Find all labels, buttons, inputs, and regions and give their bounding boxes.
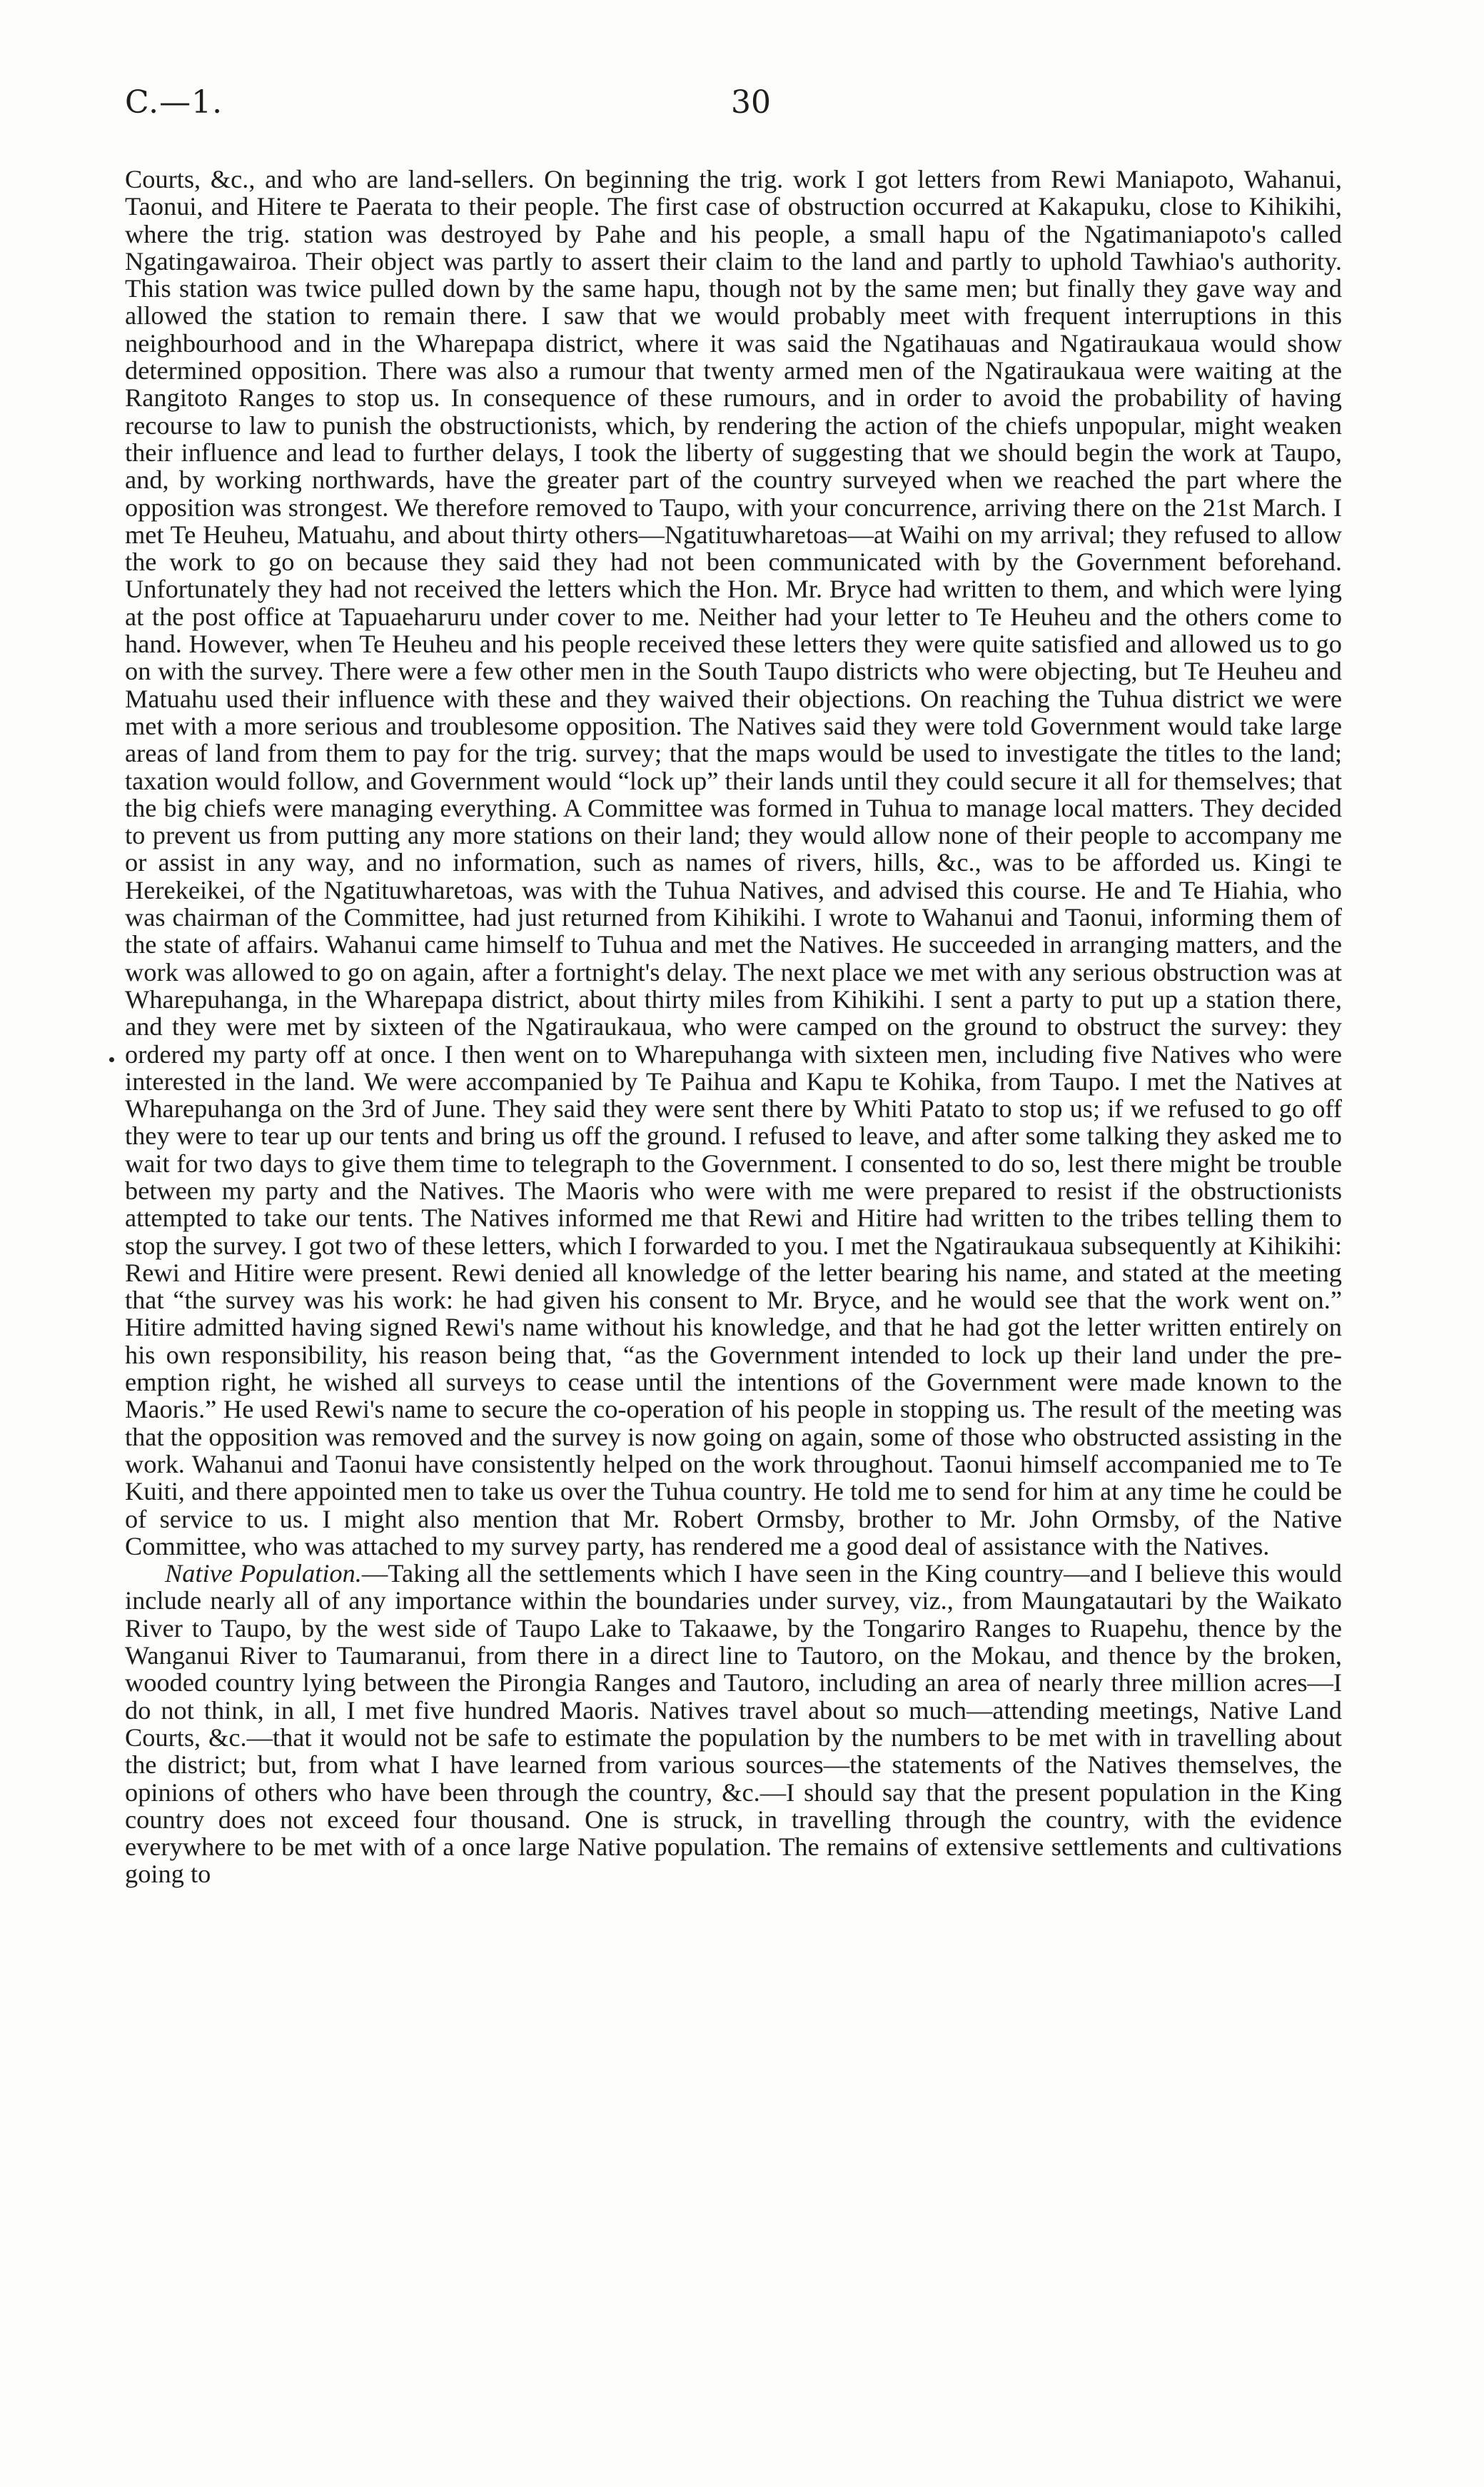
survey-obstruction-paragraph: Courts, &c., and who are land-sellers. On beginning the trig. work I got letters from Rewi Maniapoto, Wahanui, Taonui, and Hitere te Paerata to their people. The first case of obstruction occurred at Kakapuku, close to Kihikihi, where the trig. station was destroyed by Pahe and his people, a small hapu of the Ngatimaniapoto's called Ngatingawairoa. Their object was partly to assert their claim to the land and partly to uphold Tawhiao's authority. This station was twice pulled down by the same hapu, though not by the same men; but finally they gave way and allowed the station to remain there. I saw that we would probably meet with frequent interruptions in this neighbourhood and in the Wharepapa district, where it was said the Ngatihauas and Ngatiraukaua would show determined opposition. There was also a rumour that twenty armed men of the Ngatiraukaua were waiting at the Rangitoto Ranges to stop us. In consequence of these rumours, and in order to avoid the probability of having recourse to law to punish the obstructionists, which, by rendering the action of the chiefs unpopular, might weaken their influence and lead to further delays, I took the liberty of suggesting that we should begin the work at Taupo, and, by working northwards, have the greater part of the country surveyed when we reached the part where the opposition was strongest. We therefore removed to Taupo, with your concurrence, arriving there on the 21st March. I met Te Heuheu, Matuahu, and about thirty others—Ngatituwharetoas—at Waihi on my arrival; they refused to allow the work to go on because they said they had not been communicated with by the Government beforehand. Unfortunately they had not received the letters which the Hon. Mr. Bryce had written to them, and which were lying at the post office at Tapuaeharuru under cover to me. Neither had your letter to Te Heuheu and the others come to hand. However, when Te Heuheu and his people received these letters they were quite satisfied and allowed us to go on with the survey. There were a few other men in the South Taupo districts who were objecting, but Te Heuheu and Matuahu used their influence with these and they waived their objections. On reaching the Tuhua district we were met with a more serious and troublesome opposition. The Natives said they were told Government would take large areas of land from them to pay for the trig. survey; that the maps would be used to investigate the titles to the land; taxation would follow, and Government would “lock up” their lands until they could secure it all for themselves; that the big chiefs were managing everything. A Committee was formed in Tuhua to manage local matters. They decided to prevent us from putting any more stations on their land; they would allow none of their people to accompany me or assist in any way, and no information, such as names of rivers, hills, &c., was to be afforded us. Kingi te Herekeikei, of the Ngatituwharetoas, was with the Tuhua Natives, and advised this course. He and Te Hiahia, who was chairman of the Committee, had just returned from Kihikihi. I wrote to Wahanui and Taonui, informing them of the state of affairs. Wahanui came himself to Tuhua and met the Natives. He succeeded in arranging matters, and the work was allowed to go on again, after a fortnight's delay. The next place we met with any serious obstruction was at Wharepuhanga, in the Wharepapa district, about thirty miles from Kihikihi. I sent a party to put up a station there, and they were met by sixteen of the Ngatiraukaua, who were camped on the ground to obstruct the survey: they ordered my party off at once. I then went on to Wharepuhanga with sixteen men, including five Natives who were interested in the land. We were accompanied by Te Paihua and Kapu te Kohika, from Taupo. I met the Natives at Wharepuhanga on the 3rd of June. They said they were sent there by Whiti Patato to stop us; if we refused to go off they were to tear up our tents and bring us off the ground. I refused to leave, and after some talking they asked me to wait for two days to give them time to telegraph to the Government. I consented to do so, lest there might be trouble between my party and the Natives. The Maoris who were with me were prepared to resist if the obstructionists attempted to take our tents. The Natives informed me that Rewi and Hitire had written to the tribes telling them to stop the survey. I got two of these letters, which I forwarded to you. I met the Ngatiraukaua subsequently at Kihikihi: Rewi and Hitire were present. Rewi denied all knowledge of the letter bearing his name, and stated at the meeting that “the survey was his work: he had given his consent to Mr. Bryce, and he would see that the work went on.” Hitire admitted having signed Rewi's name without his knowledge, and that he had got the letter written entirely on his own responsibility, his reason being that, “as the Government intended to lock up their land under the pre-emption right, he wished all surveys to cease until the intentions of the Government were made known to the Maoris.” He used Rewi's name to secure the co-operation of his people in stopping us. The result of the meeting was that the opposition was removed and the survey is now going on again, some of those who obstructed assisting in the work. Wahanui and Taonui have consistently helped on the work throughout. Taonui himself accompanied me to Te Kuiti, and there appointed men to take us over the Tuhua country. He told me to send for him at any time he could be of service to us. I might also mention that Mr. Robert Ormsby, brother to Mr. John Ormsby, of the Native Committee, who was attached to my survey party, has rendered me a good deal of assistance with the Natives. — [125, 165, 1342, 1560]
report-body — [125, 166, 1342, 1888]
document-code: C.—1. — [125, 84, 223, 121]
margin-dot-mark — [109, 1057, 114, 1062]
native-population-paragraph — [125, 1560, 1342, 1888]
native-population-text: —Taking all the settlements which I have seen in the King country—and I believe this would include nearly all of any importance within the boundaries under survey, viz., from Maungatautari by the Waikato River to Taupo, by the west side of Taupo Lake to Takaawe, by the Tongariro Ranges to Ruapehu, thence by the Wanganui River to Taumaranui, from there in a direct line to Tautoro, on the Mokau, and thence by the broken, wooded country lying between the Pirongia Ranges and Tautoro, including an area of nearly three million acres—I do not think, in all, I met five hundred Maoris. Natives travel about so much—attending meetings, Native Land Courts, &c.—that it would not be safe to estimate the population by the numbers to be met with in travelling about the district; but, from what I have learned from various sources—the statements of the Natives themselves, the opinions of others who have been through the country, &c.—I should say that the present population in the King country does not exceed four thousand. One is struck, in travelling through the country, with the evidence everywhere to be met with of a once large Native population. The remains of extensive settlements and cultivations going to — [125, 1559, 1343, 1889]
page-number: 30 — [731, 84, 771, 121]
native-population-heading: Native Population. — [165, 1559, 362, 1588]
page-header — [125, 84, 1377, 134]
